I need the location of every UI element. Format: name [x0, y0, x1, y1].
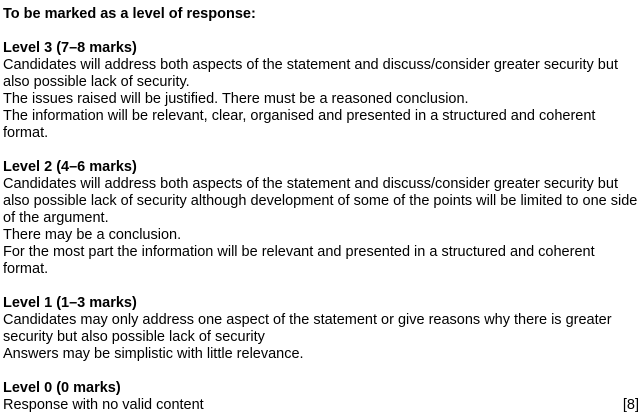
level-3-line-1: Candidates will address both aspects of the statement and discuss/consider greater security but also possible lack of security. [3, 57, 618, 90]
level-3-line-2: The issues raised will be justified. There must be a reasoned conclusion. [3, 91, 469, 107]
mark-scheme [3, 6, 639, 414]
level-0-row [3, 397, 639, 414]
level-1-line-1: Candidates may only address one aspect of the statement or give reasons why there is greater security but also possible lack of security [3, 312, 612, 345]
level-1-line-2: Answers may be simplistic with little relevance. [3, 346, 304, 362]
spacer [3, 23, 639, 40]
level-2-line-1: Candidates will address both aspects of the statement and discuss/consider greater security but also possible lack of security although development of some of the points will be limited to one side of the argument. [3, 176, 638, 226]
spacer [3, 278, 639, 295]
level-0-line-1: Response with no valid content [3, 397, 204, 413]
level-2-line-3: For the most part the information will be relevant and presented in a structured and coherent format. [3, 244, 595, 277]
level-3-line-3: The information will be relevant, clear, organised and presented in a structured and coherent format. [3, 108, 596, 141]
level-3-block [3, 40, 639, 142]
level-2-heading: Level 2 (4–6 marks) [3, 159, 137, 175]
level-0-heading: Level 0 (0 marks) [3, 380, 121, 396]
level-1-heading: Level 1 (1–3 marks) [3, 295, 137, 311]
level-1-block [3, 295, 639, 363]
level-2-line-2: There may be a conclusion. [3, 227, 182, 243]
level-0-block [3, 380, 639, 414]
marking-instruction: To be marked as a level of response: [3, 6, 256, 22]
level-2-block [3, 159, 639, 278]
total-marks: [8] [622, 397, 639, 413]
spacer [3, 142, 639, 159]
level-3-heading: Level 3 (7–8 marks) [3, 40, 137, 56]
spacer [3, 363, 639, 380]
